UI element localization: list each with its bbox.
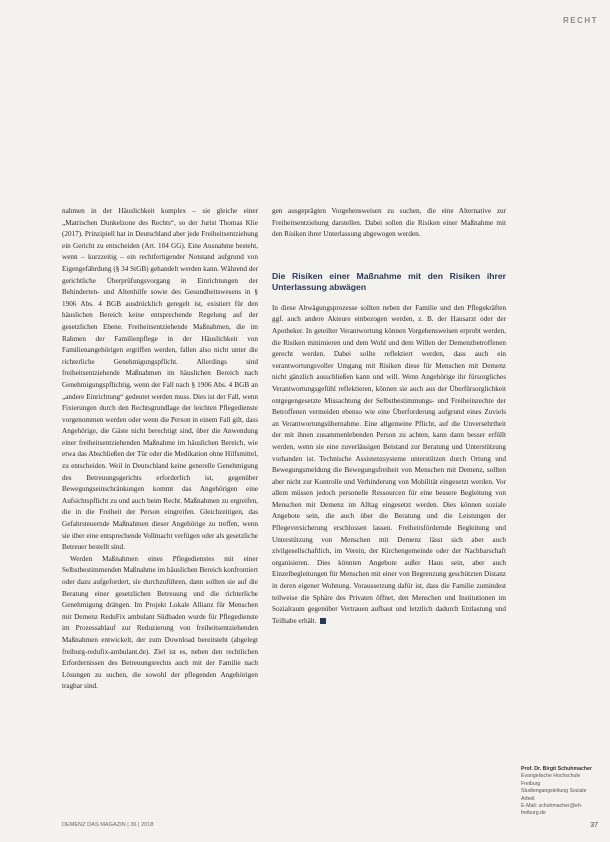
section-subheading: Die Risiken einer Maßnahme mit den Risiken ihrer Unterlassung abwägen <box>272 270 506 292</box>
body-paragraph: gen ausgeprägten Vorgehensweisen zu suchen, die eine Alternative zur Freiheitsentziehung darstellen. Dabei sollen die Risiken einer Maßnahme mit den Risiken ihrer Unterlassung abgewogen werden. <box>272 207 506 239</box>
author-email[interactable]: E-Mail: schuhmacher@eh-freiburg.de <box>521 803 583 817</box>
section-tag: RECHT <box>562 16 598 25</box>
left-column <box>62 206 258 693</box>
author-name: Prof. Dr. Birgit Schuhmacher <box>521 766 592 772</box>
body-paragraph: Werden Maßnahmen eines Pflegedienstes mit einer Selbstbestimmenden Maßnahme im häuslichen Bereich konfrontiert oder dazu aufgefordert, sie durchzuführen, dann sollten sie auf die Beratung einer gesetzlichen Betreuung und die richterliche Genehmigung drängen. Im Projekt Lokale Allianz für Menschen mit Demenz ReduFix ambulant Südbaden wurde für Pflegedienste im Prozessablauf zur Reduzierung von freiheitsentziehenden Maßnahmen entwickelt, der zum Download bereitsteht (abgelegt freiburg-redufix-ambulant.de). Ziel ist es, neben den rechtlichen Erfordernissen des Betreuungsrechts auch mit der Familie nach Lösungen zu suchen, die sowohl der pflegenden Angehörigen tragbar sind. <box>62 554 258 691</box>
middle-column <box>272 206 506 627</box>
body-paragraph <box>272 303 506 628</box>
end-of-article-mark <box>320 618 326 624</box>
author-role: Studiengangsleitung Soziale Arbeit <box>521 788 587 802</box>
page-number: 37 <box>590 822 598 829</box>
author-box <box>521 766 601 818</box>
body-paragraph: nahmen in der Häuslichkeit komplex – sie gleiche einer „Matrischen Dunkelzone des Rechts“, so der Jurist Thomas Klie (2017). Prinzipiell hat in Deutschland aber jede Freiheitsentziehung ein Gericht zu entscheiden (Art. 104 GG). Eine Ausnahme besteht, wenn – kurzzeitig – ein rechtfertigender Notstand aufgrund von Eigengefährdung (§ 34 StGB) gehandelt werden kann. Während der gerichtliche Überprüfungsvorgang in Einrichtungen der Behinderten- und Altenhilfe sowie des Gesundheitswesens in § 1906 Abs. 4 BGB ausdrücklich geregelt ist, existiert für den häuslichen Bereich keine entsprechende Regelung auf der gesetzlichen Ebene. Freiheitsentziehende Maßnahmen, die im Rahmen der Familienpflege in der Häuslichkeit von Familienangehörigen ergriffen werden, fallen also nicht unter die richterliche Genehmigungspflicht. Allerdings sind freiheitsentziehende Maßnahmen im häuslichen Bereich nach Genehmigungspflichtig, wenn der Fall nach § 1906 Abs. 4 BGB an „andere Einrichtung“ gedeutet werden muss. Dies ist der Fall, wenn Fixierungen durch den Rechtsgrundlage der leichten Pflegedienste vorgenommen werden oder wenn die Person in einem Fall gilt, dass Angehörige, die Gäste nicht berechtigt sind, über die Anwendung einer freiheitsentziehenden Maßnahme im häuslichen Bereich, wie etwa das Abschließen der Tür oder die Medikation ohne Hilfsmittel, zu entscheiden. Weil in Deutschland keine generelle Genehmigung des Betreuungsgerichts erforderlich ist, gegenüber Bewegungseinschränkungen kommt das Angehörigen eine Aufsichtspflicht zu und auch beim Recht. Maßnahmen zu ergreifen, die in die Freiheit der Person eingreifen. Gleichzeitigen, das Gefahrsteuernde Maßnahmen dieser Angehörige zu treffen, wenn sie über eine entsprechende Vollmacht verfügen oder als gesetzliche Betreuer bestellt sind. <box>62 207 258 552</box>
journal-footer: DEMENZ DAS MAGAZIN | 36 | 2018 <box>62 822 154 828</box>
author-affiliation: Evangelische Hochschule Freiburg <box>521 773 581 787</box>
body-text: In diese Abwägungsprozesse sollten neben der Familie und den Pflegekräften ggf. auch andere Akteure einbezogen werden, z. B. der Hausarzt oder der Apotheker. In geteilter Verantwortung können Vorgehensweisen erprobt werden, die Risiken minimieren und dem Wohl und dem Willen der Demenzbetroffenen gerecht werden. Dabei sollte reflektiert werden, dass auch ein verantwortungsvoller Umgang mit Risiken diese für Menschen mit Demenz nicht gänzlich ausschließen kann und will. Wenn Angehörige ihr fürsorgliches Verantwortungsgefühl reflektieren, können sie auch aus der Überfürsorglichkeit entgegengesetzte Missachtung der Selbstbestimmungs- und Freiheitsrechte der Betroffenen vermeiden ebenso wie eine Überforderung aufgrund eines Zuviels an Verantwortungsübernahme. Eine allgemeine Pflicht, auf die Unversehrtheit der mit ihnen zusammenlebenden Person zu achten, kann dann besser erfüllt werden, wenn sie eine zuverlässigen Beistand zur Beratung und Unterstützung vorhanden ist. Technische Assistenzsysteme unterstützen durch Ortung und Bewegungsmeldung die Bewegungsfreiheit von Menschen mit Demenz, sollten aber nicht zur Kontrolle und Verhinderung von Mobilität eingesetzt werden. Vor allem müssen jedoch personelle Ressourcen für eine bessere Begleitung von Menschen mit Demenz im Alltag eingesetzt werden. Dies können soziale Angebote sein, die auch über die Beratung und die Leistungen der Pflegeversicherung erschlossen lassen. Freiheitsfördernde Begleitung und Unterstützung von Menschen mit Demenz lässt sich aber auch zivilgesellschaftlich, im Verein, der Kirchengemeinde oder der Nachbarschaft organisieren. Dies könnten Angebote außer Haus sein, aber auch Einzelbegleitungen für Menschen mit einer von Begrenzung geschützten Distanz in deren eigener Wohnung. Voraussetzung dafür ist, dass die Familie zumindest teilweise die Sphäre des Privaten öffnet, den Menschen und Institutionen im Sozialraum gegenüber Vertrauen aufbaut und letztlich dadurch Entlastung und Teilhabe erhält. <box>272 303 506 625</box>
